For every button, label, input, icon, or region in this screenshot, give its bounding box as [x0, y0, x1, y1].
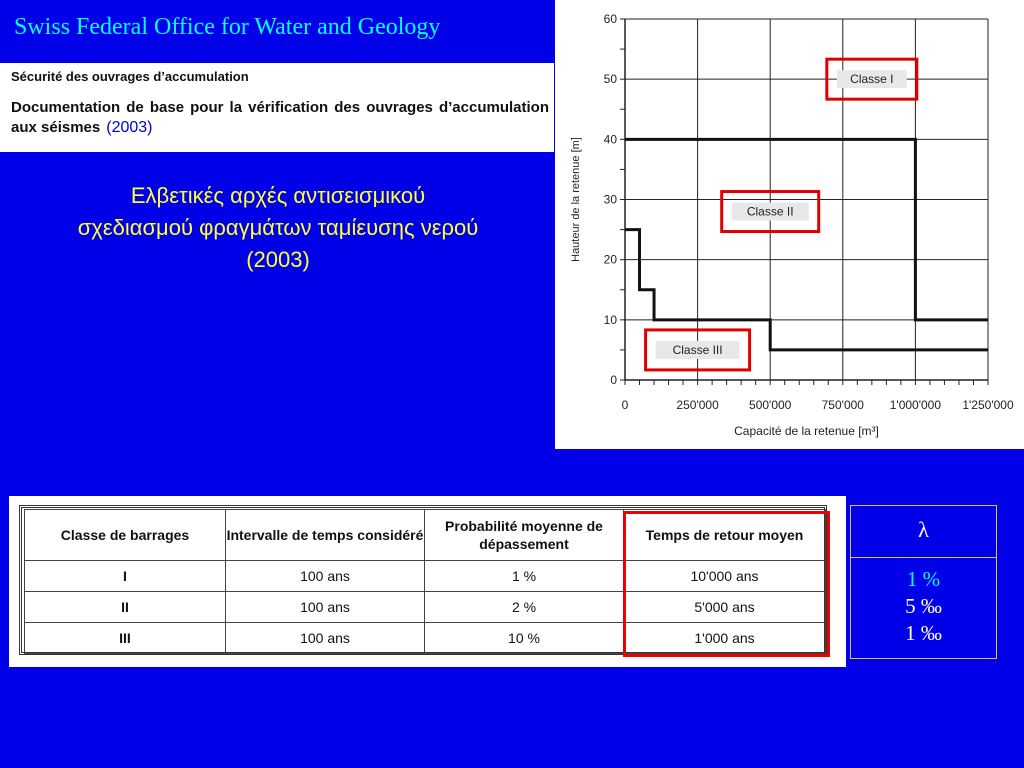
y-tick-label: 0	[610, 373, 617, 387]
dam-class-chart	[555, 0, 1024, 449]
organization-title: Swiss Federal Office for Water and Geology	[14, 14, 441, 40]
return-period-table-panel	[9, 496, 846, 667]
greek-caption-line-3: (2003)	[246, 247, 310, 272]
return-period-highlight	[623, 511, 830, 657]
y-tick-label: 60	[603, 12, 617, 26]
table-cell: I	[25, 561, 226, 592]
x-tick-label: 1'250'000	[962, 398, 1014, 412]
table-cell: 100 ans	[226, 623, 425, 654]
class-label: Classe I	[850, 72, 894, 87]
class-boundary-line	[625, 139, 988, 320]
lambda-header: λ	[851, 506, 996, 558]
lambda-value: 1 %	[906, 567, 941, 591]
y-axis-label: Hauteur de la retenue [m]	[570, 137, 582, 262]
document-reference	[0, 63, 554, 152]
greek-caption	[12, 180, 544, 276]
table-cell: 100 ans	[226, 561, 425, 592]
x-axis-label: Capacité de la retenue [m³]	[734, 424, 879, 438]
dam-class-chart-svg	[555, 0, 1024, 449]
x-tick-label: 0	[621, 398, 629, 412]
x-tick-label: 1'000'000	[889, 398, 942, 412]
greek-caption-line-2: σχεδιασμού φραγμάτων ταμίευσης νερού	[77, 215, 479, 240]
lambda-box	[850, 505, 997, 659]
class-label: Classe III	[672, 342, 723, 357]
table-cell: 5'000 ans	[624, 592, 826, 623]
class-label: Classe II	[746, 204, 794, 219]
x-tick-label: 500'000	[749, 398, 792, 412]
y-tick-label: 20	[603, 252, 617, 267]
table-cell: II	[25, 592, 226, 623]
table-header-cell: Probabilité moyenne de dépassement	[425, 510, 624, 561]
x-tick-label: 250'000	[676, 398, 719, 412]
table-header-cell: Intervalle de temps considéré	[226, 510, 425, 561]
lambda-value: 5 ‰	[905, 594, 942, 618]
greek-caption-line-1: Ελβετικές αρχές αντισεισμικού	[130, 183, 426, 208]
lambda-values	[851, 558, 996, 647]
y-tick-label: 40	[603, 132, 617, 147]
document-title	[11, 98, 549, 138]
y-tick-label: 10	[603, 312, 617, 327]
document-series-title: Sécurité des ouvrages d’accumulation	[11, 69, 249, 84]
table-cell: 1'000 ans	[624, 623, 826, 654]
lambda-value: 1 ‰	[905, 621, 942, 645]
document-title-text: Documentation de base pour la vérification des ouvrages d’accumulation aux séismes	[11, 99, 549, 136]
table-header-cell: Temps de retour moyen	[624, 510, 826, 561]
table-cell: 1 %	[425, 561, 624, 592]
table-header-cell: Classe de barrages	[25, 510, 226, 561]
table-cell: III	[25, 623, 226, 654]
y-tick-label: 50	[603, 72, 617, 87]
y-tick-label: 30	[603, 192, 617, 207]
table-cell: 10'000 ans	[624, 561, 826, 592]
document-year: (2003)	[106, 119, 153, 136]
class-boundary-line	[625, 230, 988, 350]
x-tick-label: 750'000	[821, 398, 864, 412]
table-cell: 100 ans	[226, 592, 425, 623]
table-cell: 2 %	[425, 592, 624, 623]
table-cell: 10 %	[425, 623, 624, 654]
